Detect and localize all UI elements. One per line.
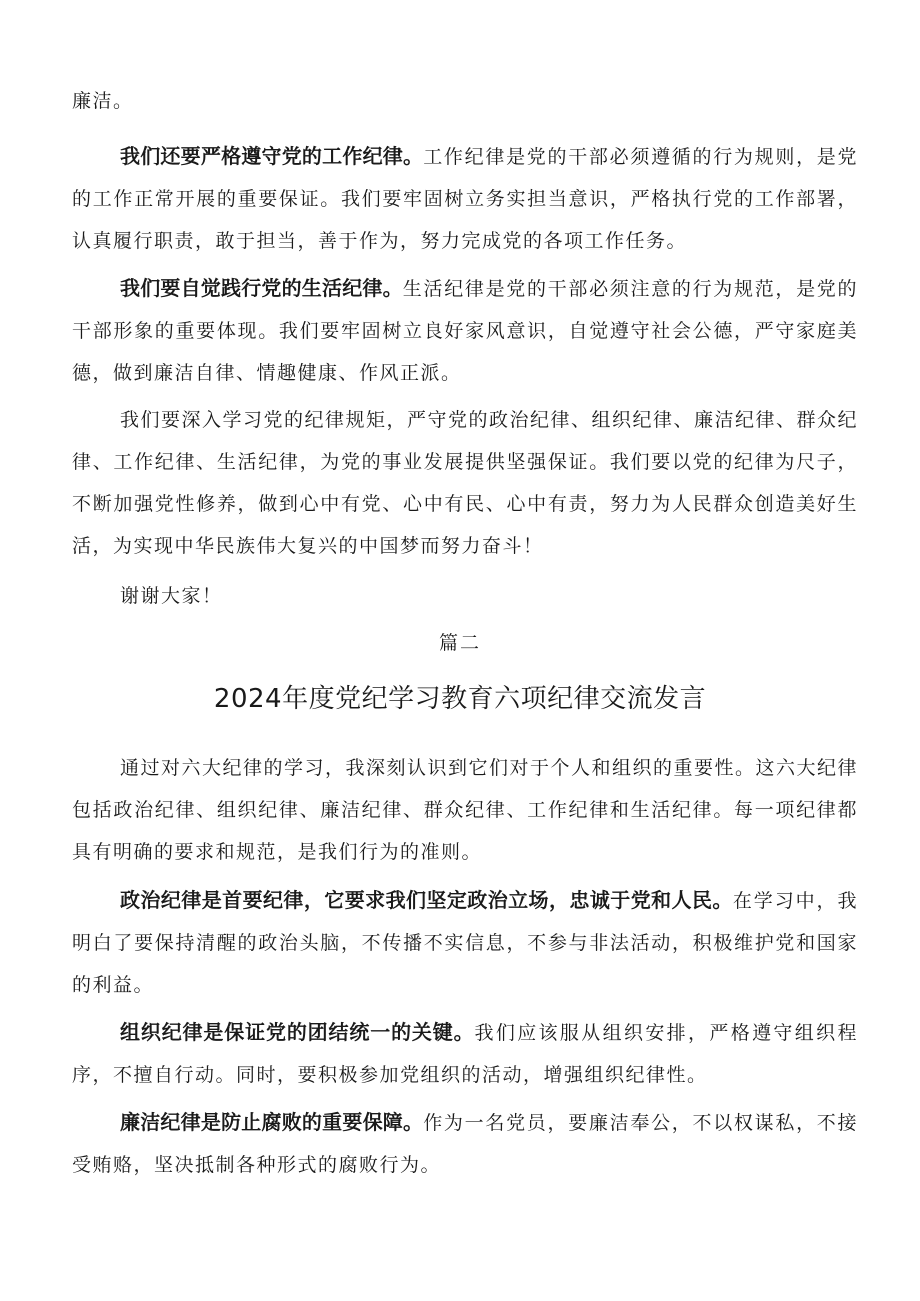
paragraph-text: 在学习中，我明白了要保持清醒的政治头脑，不传播不实信息，不参与非法活动，积极维护党和国家的利益。 xyxy=(72,890,858,996)
paragraph-text: 谢谢大家！ xyxy=(120,585,223,607)
paragraph-life-discipline xyxy=(72,267,858,394)
paragraph-thanks xyxy=(72,575,858,617)
paragraph-organization-discipline xyxy=(72,1011,858,1096)
paragraph-text: 我们应该服从组织安排，严格遵守组织程序，不擅自行动。同时，要积极参加党组织的活动，增强组织纪律性。 xyxy=(72,1022,858,1086)
paragraph-text: 生活纪律是党的干部必须注意的行为规范，是党的干部形象的重要体现。我们要牢固树立良好家风意识，自觉遵守社会公德，严守家庭美德，做到廉洁自律、情趣健康、作风正派。 xyxy=(72,278,858,384)
paragraph-lead: 廉洁纪律是防止腐败的重要保障。 xyxy=(120,1110,424,1134)
paragraph-intro xyxy=(72,747,858,873)
paragraph-text: 廉洁。 xyxy=(72,90,134,112)
paragraph-continuation xyxy=(72,80,858,122)
paragraph-text: 作为一名党员，要廉洁奉公，不以权谋私，不接受贿赂，坚决抵制各种形式的腐败行为。 xyxy=(72,1112,858,1176)
paragraph-text: 工作纪律是党的干部必须遵循的行为规则，是党的工作正常开展的重要保证。我们要牢固树立务实担当意识，严格执行党的工作部署，认真履行职责，敢于担当，善于作为，努力完成党的各项工作任务。 xyxy=(72,146,858,252)
paragraph-lead: 我们要自觉践行党的生活纪律。 xyxy=(120,276,403,300)
paragraph-lead: 组织纪律是保证党的团结统一的关键。 xyxy=(120,1020,475,1044)
paragraph-integrity-discipline xyxy=(72,1101,858,1186)
section-label: 篇二 xyxy=(438,632,481,654)
paragraph-lead: 政治纪律是首要纪律，它要求我们坚定政治立场，忠诚于党和人民。 xyxy=(120,888,733,912)
paragraph-lead: 我们还要严格遵守党的工作纪律。 xyxy=(120,144,424,168)
paragraph-text: 我们要深入学习党的纪律规矩，严守党的政治纪律、组织纪律、廉洁纪律、群众纪律、工作纪律、生活纪律，为党的事业发展提供坚强保证。我们要以党的纪律为尺子，不断加强党性修养，做到心中有党、心中有民、心中有责，努力为人民群众创造美好生活，为实现中华民族伟大复兴的中国梦而努力奋斗！ xyxy=(72,409,859,557)
document-title: 2024年度党纪学习教育六项纪律交流发言 xyxy=(213,684,707,714)
paragraph-political-discipline xyxy=(72,879,858,1006)
paragraph-summary xyxy=(72,399,858,567)
paragraph-text: 通过对六大纪律的学习，我深刻认识到它们对于个人和组织的重要性。这六大纪律包括政治纪律、组织纪律、廉洁纪律、群众纪律、工作纪律和生活纪律。每一项纪律都具有明确的要求和规范，是我们行为的准则。 xyxy=(72,757,859,863)
paragraph-work-discipline xyxy=(72,135,858,262)
